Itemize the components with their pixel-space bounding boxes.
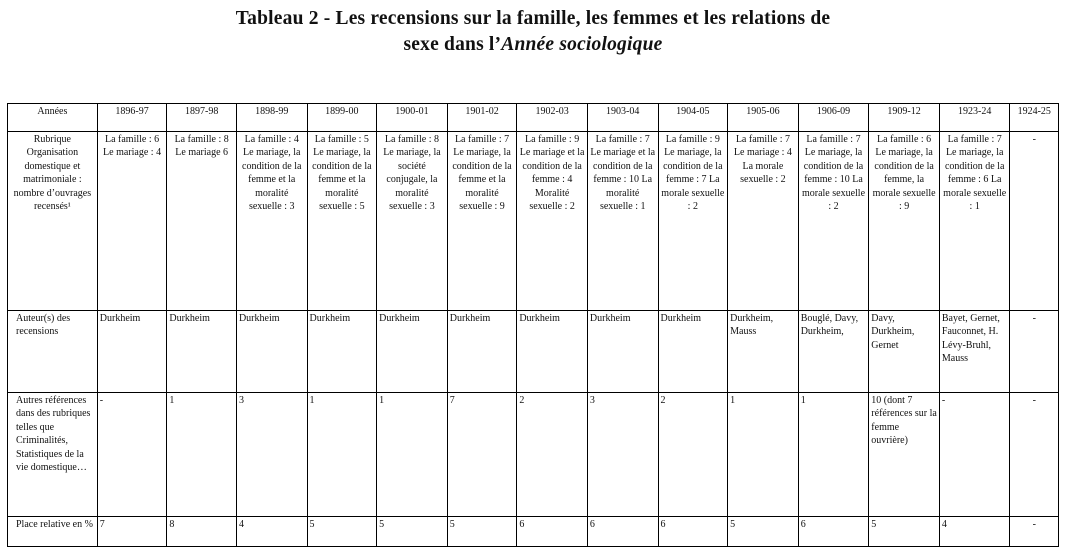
table-cell: 10 (dont 7 références sur la femme ouvrière) — [869, 393, 940, 517]
table-cell: 2 — [517, 393, 588, 517]
table-cell: Durkheim — [658, 311, 728, 393]
table-row-place-relative — [8, 517, 1059, 547]
table-cell: 7 — [97, 517, 167, 547]
table-cell: 5 — [869, 517, 940, 547]
table-cell: 5 — [307, 517, 377, 547]
year-header: 1909-12 — [869, 104, 940, 132]
table-cell: La famille : 6 Le mariage, la condition de la femme, la morale sexuelle : 9 — [869, 132, 940, 311]
year-header: 1923-24 — [939, 104, 1010, 132]
table-cell: Durkheim — [167, 311, 237, 393]
table-cell: Durkheim — [97, 311, 167, 393]
table-cell: La famille : 4 Le mariage, la condition de la femme et la moralité sexuelle : 3 — [236, 132, 307, 311]
table-cell: La famille : 8 Le mariage 6 — [167, 132, 237, 311]
table-cell: 1 — [167, 393, 237, 517]
table-cell: Durkheim, Mauss — [728, 311, 799, 393]
year-header: 1898-99 — [236, 104, 307, 132]
table-cell: La famille : 6 Le mariage : 4 — [97, 132, 167, 311]
row-label-place-relative: Place relative en % — [8, 517, 98, 547]
table-cell: 1 — [798, 393, 869, 517]
header-years-label: Années — [8, 104, 98, 132]
table-title — [0, 6, 1066, 58]
table-cell: La famille : 8 Le mariage, la société conjugale, la moralité sexuelle : 3 — [377, 132, 448, 311]
table-cell: Durkheim — [236, 311, 307, 393]
recensions-table — [7, 103, 1059, 547]
year-header: 1896-97 — [97, 104, 167, 132]
header-row — [8, 104, 1059, 132]
title-journal-name: Année sociologique — [501, 34, 663, 55]
table-row-autres-references — [8, 393, 1059, 517]
year-header: 1906-09 — [798, 104, 869, 132]
table-cell: Durkheim — [517, 311, 588, 393]
table-cell: - — [1010, 132, 1059, 311]
table-cell: 6 — [798, 517, 869, 547]
table-cell: 4 — [236, 517, 307, 547]
table-cell: La famille : 7 Le mariage et la condition de la femme : 10 La moralité sexuelle : 1 — [587, 132, 658, 311]
table-cell: 3 — [587, 393, 658, 517]
table-cell: 6 — [517, 517, 588, 547]
table-cell: 6 — [587, 517, 658, 547]
row-label-auteurs: Auteur(s) des recensions — [8, 311, 98, 393]
table-cell: La famille : 5 Le mariage, la condition de la femme et la moralité sexuelle : 5 — [307, 132, 377, 311]
table-cell: La famille : 7 Le mariage, la condition de la femme et la moralité sexuelle : 9 — [447, 132, 517, 311]
year-header: 1904-05 — [658, 104, 728, 132]
year-header: 1924-25 — [1010, 104, 1059, 132]
table-cell: Bouglé, Davy, Durkheim, — [798, 311, 869, 393]
table-cell: Durkheim — [377, 311, 448, 393]
year-header: 1905-06 — [728, 104, 799, 132]
row-label-rubrique: Rubrique Organisation domestique et matrimoniale : nombre d’ouvrages recensés¹ — [8, 132, 98, 311]
table-cell: La famille : 7 Le mariage, la condition de la femme : 6 La morale sexuelle : 1 — [939, 132, 1010, 311]
table-cell: La famille : 9 Le mariage et la condition de la femme : 4 Moralité sexuelle : 2 — [517, 132, 588, 311]
table-row-rubrique — [8, 132, 1059, 311]
year-header: 1903-04 — [587, 104, 658, 132]
year-header: 1899-00 — [307, 104, 377, 132]
year-header: 1897-98 — [167, 104, 237, 132]
table-cell: 2 — [658, 393, 728, 517]
year-header: 1901-02 — [447, 104, 517, 132]
table-cell: - — [939, 393, 1010, 517]
table-cell: Durkheim — [307, 311, 377, 393]
table-cell: La famille : 9 Le mariage, la condition de la femme : 7 La morale sexuelle : 2 — [658, 132, 728, 311]
table-cell: Durkheim — [587, 311, 658, 393]
table-cell: 1 — [307, 393, 377, 517]
table-cell: 7 — [447, 393, 517, 517]
table-cell: 3 — [236, 393, 307, 517]
table-cell: - — [1010, 311, 1059, 393]
table-cell: 5 — [447, 517, 517, 547]
table-cell: - — [1010, 517, 1059, 547]
title-line-1: Tableau 2 - Les recensions sur la famille, les femmes et les relations de — [235, 8, 831, 29]
table-cell: Bayet, Gernet, Fauconnet, H. Lévy-Bruhl, Mauss — [939, 311, 1010, 393]
table-cell: 1 — [728, 393, 799, 517]
table-cell: 1 — [377, 393, 448, 517]
table-row-auteurs — [8, 311, 1059, 393]
table-cell: Davy, Durkheim, Gernet — [869, 311, 940, 393]
year-header: 1902-03 — [517, 104, 588, 132]
table-cell: 5 — [377, 517, 448, 547]
table-cell: La famille : 7 Le mariage, la condition de la femme : 10 La morale sexuelle : 2 — [798, 132, 869, 311]
table-cell: 6 — [658, 517, 728, 547]
row-label-autres-references: Autres références dans des rubriques telles que Criminalités, Statistiques de la vie domestique… — [8, 393, 98, 517]
table-cell: Durkheim — [447, 311, 517, 393]
table-cell: La famille : 7 Le mariage : 4 La morale sexuelle : 2 — [728, 132, 799, 311]
table-cell: 4 — [939, 517, 1010, 547]
year-header: 1900-01 — [377, 104, 448, 132]
table-cell: 5 — [728, 517, 799, 547]
table-cell: 8 — [167, 517, 237, 547]
table-cell: - — [1010, 393, 1059, 517]
title-line-2 — [0, 32, 1066, 58]
title-line-2-prefix: sexe dans l’ — [403, 34, 502, 55]
table-cell: - — [97, 393, 167, 517]
